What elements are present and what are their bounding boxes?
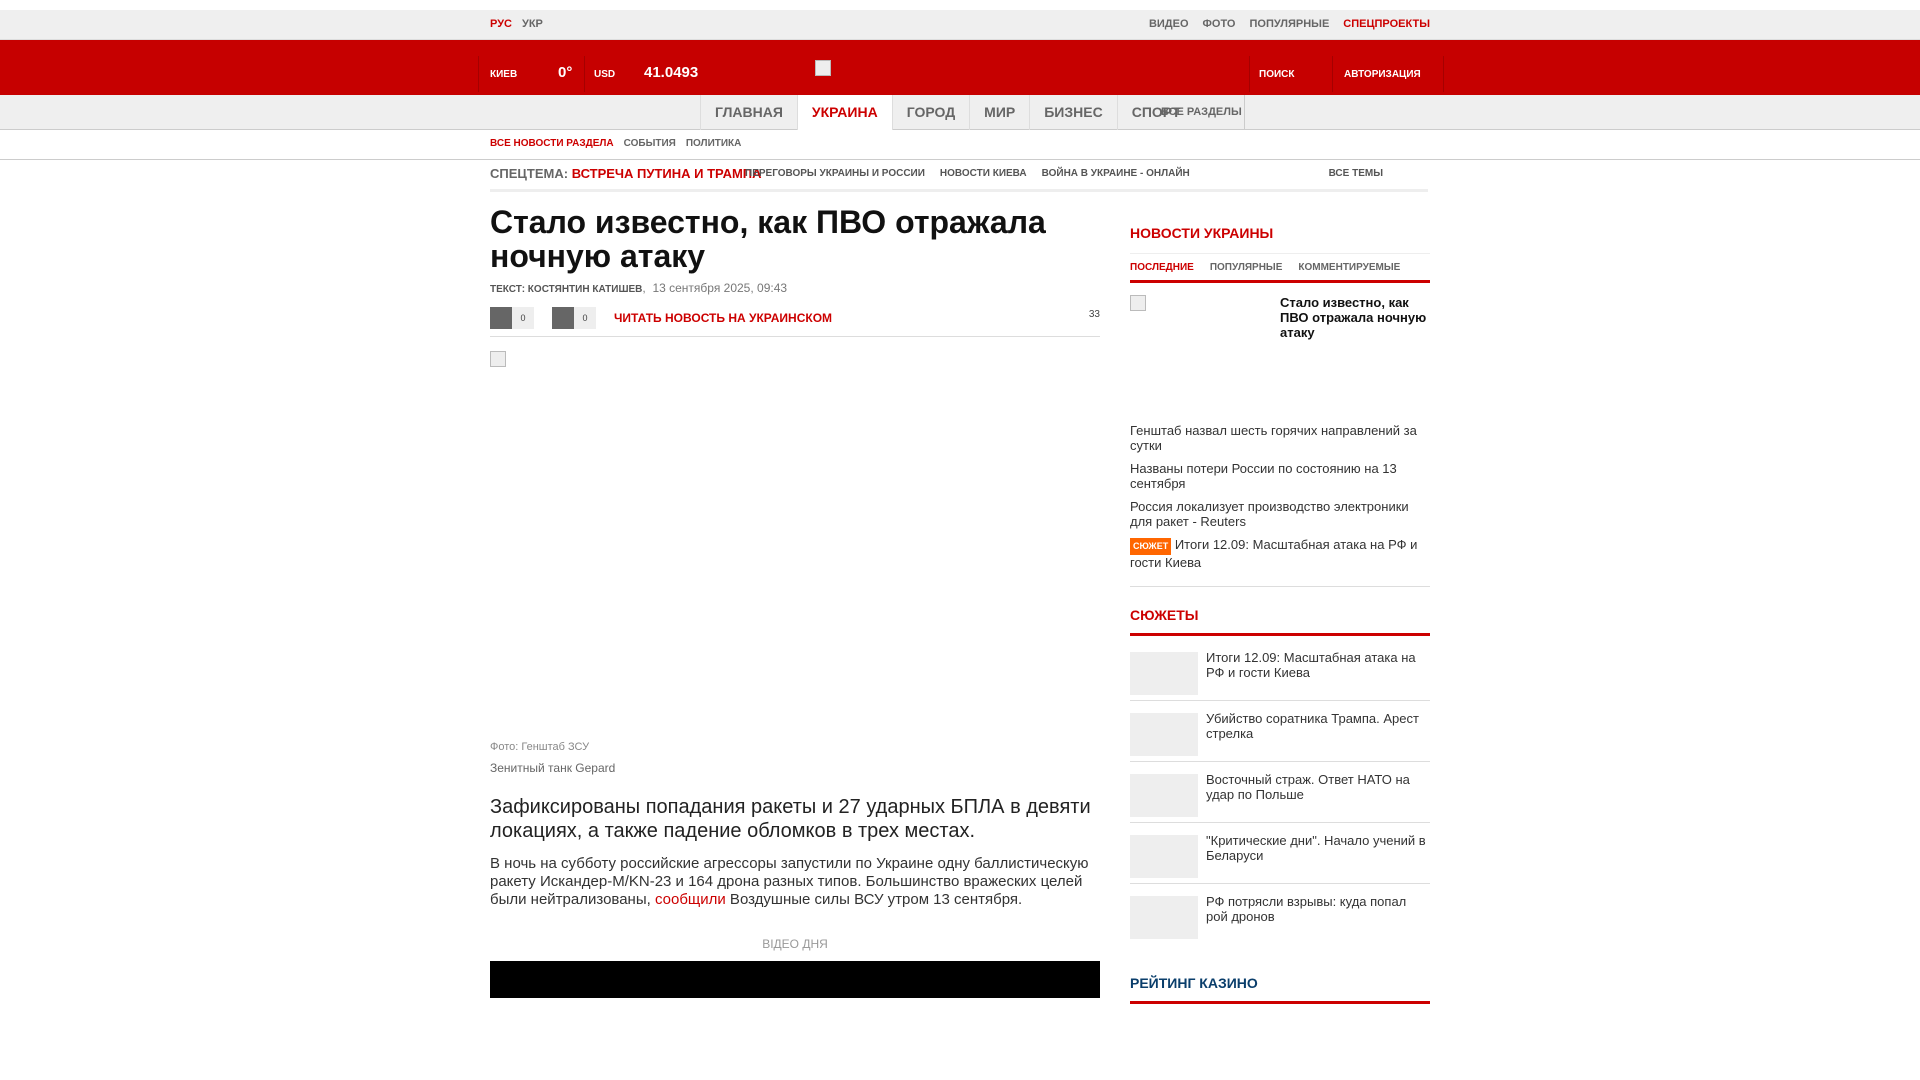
divider: [1443, 56, 1444, 92]
article-actions: [490, 307, 1100, 337]
video-label: ВІДЕО ДНЯ: [762, 937, 828, 951]
photo-link[interactable]: ФОТО: [1202, 18, 1236, 30]
sidebar-tabs: [1130, 253, 1430, 283]
main-nav: [0, 95, 1920, 130]
stories-list: [1130, 640, 1430, 945]
story-item[interactable]: [1130, 823, 1430, 884]
article-body: [490, 855, 1100, 909]
read-in-ukrainian-link[interactable]: ЧИТАТЬ НОВОСТЬ НА УКРАИНСКОМ: [614, 311, 833, 325]
facebook-icon: [490, 307, 512, 329]
news-item-title[interactable]: Итоги 12.09: Масштабная атака на РФ и гости Киева: [1130, 537, 1418, 570]
body-text: Воздушные силы ВСУ утром 13 сентября.: [725, 891, 1023, 908]
special-topic: [490, 166, 762, 181]
stories-title[interactable]: СЮЖЕТЫ: [1130, 607, 1430, 636]
divider: [1249, 56, 1250, 92]
divider: [478, 56, 479, 92]
popular-link[interactable]: ПОПУЛЯРНЫЕ: [1249, 18, 1330, 30]
sidebar-title[interactable]: НОВОСТИ УКРАИНЫ: [1130, 225, 1274, 241]
lang-ua-link[interactable]: УКР: [522, 18, 543, 30]
share-twitter[interactable]: [552, 307, 596, 329]
divider: [1244, 95, 1245, 130]
story-title[interactable]: Восточный страж. Ответ НАТО на удар по Польше: [1206, 772, 1410, 802]
nav-item-sport[interactable]: СПОРТ: [1117, 95, 1195, 130]
photo-caption: Зенитный танк Gepard: [490, 761, 616, 775]
nav-item-business[interactable]: БИЗНЕС: [1029, 95, 1116, 130]
all-topics-link[interactable]: ВСЕ ТЕМЫ: [1328, 168, 1383, 179]
image-placeholder-icon: [1130, 295, 1146, 311]
divider: [584, 56, 585, 92]
article-photo: [490, 351, 1100, 753]
currency-label: USD: [594, 69, 616, 80]
story-item[interactable]: [1130, 884, 1430, 945]
share-count: 0: [574, 307, 596, 329]
divider: [1130, 586, 1430, 587]
publish-date: 13 сентября 2025, 09:43: [652, 281, 788, 295]
currency-rate: 41.0493: [644, 64, 699, 81]
news-item[interactable]: [1130, 537, 1430, 570]
story-item[interactable]: [1130, 762, 1430, 823]
city-label: КИЕВ: [490, 69, 518, 80]
nav-item-city[interactable]: ГОРОД: [892, 95, 969, 130]
story-item[interactable]: [1130, 701, 1430, 762]
story-thumbnail: [1130, 774, 1198, 817]
article: [490, 205, 1100, 998]
views-count: 33: [1088, 309, 1100, 320]
story-thumbnail: [1130, 652, 1198, 695]
body-text: В ночь на субботу российские агрессоры запустили по Украине одну баллистическую ракету Искандер-М/KN-23 и 164 дрона разных типов. Большинство вражеских целей были нейтрализованы,: [490, 855, 1089, 908]
video-link[interactable]: ВИДЕО: [1148, 18, 1189, 30]
article-title: Стало известно, как ПВО отражала ночную атаку: [490, 204, 1046, 274]
subnav-politics[interactable]: ПОЛИТИКА: [685, 138, 742, 149]
image-placeholder-icon: [490, 351, 506, 367]
nav-item-main[interactable]: ГЛАВНАЯ: [700, 95, 797, 130]
special-topic-link[interactable]: ВСТРЕЧА ПУТИНА И ТРАМПА: [571, 166, 762, 181]
video-player[interactable]: [490, 961, 1100, 998]
nav-item-ukraine[interactable]: УКРАИНА: [797, 95, 892, 130]
twitter-icon: [552, 307, 574, 329]
header: [0, 40, 1920, 95]
special-projects-link[interactable]: СПЕЦПРОЕКТЫ: [1343, 18, 1430, 30]
special-topic-label: СПЕЦТЕМА:: [490, 166, 569, 181]
tab-commented[interactable]: КОММЕНТИРУЕМЫЕ: [1298, 262, 1401, 273]
author[interactable]: ТЕКСТ: КОСТЯНТИН КАТИШЕВ: [490, 284, 643, 295]
byline: ТЕКСТ: КОСТЯНТИН КАТИШЕВ, 13 сентября 2025, 09:43: [490, 281, 788, 295]
story-thumbnail: [1130, 896, 1198, 939]
news-item[interactable]: Россия локализует производство электроники для ракет - Reuters: [1130, 499, 1409, 529]
top-news-title[interactable]: Стало известно, как ПВО отражала ночную атаку: [1280, 295, 1427, 340]
photo-credit: Фото: Генштаб ЗСУ: [490, 741, 590, 753]
search-button[interactable]: ПОИСК: [1259, 69, 1295, 80]
site-logo[interactable]: [815, 60, 831, 76]
topic-link[interactable]: НОВОСТИ КИЕВА: [939, 168, 1027, 179]
nav-item-world[interactable]: МИР: [969, 95, 1029, 130]
news-item[interactable]: Названы потери России по состоянию на 13 сентября: [1130, 461, 1397, 491]
topic-link[interactable]: ПЕРЕГОВОРЫ УКРАИНЫ И РОССИИ: [745, 168, 925, 179]
login-button[interactable]: АВТОРИЗАЦИЯ: [1344, 69, 1421, 80]
divider: [1332, 56, 1333, 92]
casino-rating-title[interactable]: РЕЙТИНГ КАЗИНО: [1130, 975, 1430, 1004]
story-item[interactable]: [1130, 640, 1430, 701]
story-title[interactable]: Итоги 12.09: Масштабная атака на РФ и гости Киева: [1206, 650, 1416, 680]
topic-link[interactable]: ВОЙНА В УКРАИНЕ - ОНЛАЙН: [1041, 168, 1190, 179]
article-lead: Зафиксированы попадания ракеты и 27 ударных БПЛА в девяти локациях, а также падение обломков в трех местах.: [490, 796, 1091, 842]
story-title[interactable]: "Критические дни". Начало учений в Беларуси: [1206, 833, 1426, 863]
top-bar: [0, 10, 1920, 40]
source-link[interactable]: сообщили: [654, 891, 726, 908]
sidebar-top-news[interactable]: [1130, 295, 1430, 415]
top-links: [1149, 18, 1430, 30]
sidebar: [1130, 225, 1430, 1004]
all-sections-link[interactable]: ВСЕ РАЗДЕЛЫ: [1161, 106, 1242, 118]
special-topics-bar: [490, 162, 1428, 192]
share-facebook[interactable]: [490, 307, 534, 329]
story-thumbnail: [1130, 713, 1198, 756]
share-count: 0: [512, 307, 534, 329]
story-title[interactable]: РФ потрясли взрывы: куда попал рой дронов: [1206, 894, 1407, 924]
tab-latest[interactable]: ПОСЛЕДНИЕ: [1130, 262, 1194, 273]
sub-nav: [0, 130, 1920, 160]
news-item[interactable]: Генштаб назвал шесть горячих направлений за сутки: [1130, 423, 1417, 453]
story-badge: СЮЖЕТ: [1130, 538, 1171, 555]
story-thumbnail: [1130, 835, 1198, 878]
tab-popular[interactable]: ПОПУЛЯРНЫЕ: [1209, 262, 1283, 273]
story-title[interactable]: Убийство соратника Трампа. Арест стрелка: [1206, 711, 1419, 741]
subnav-all-news[interactable]: ВСЕ НОВОСТИ РАЗДЕЛА: [490, 138, 614, 149]
lang-ru-link[interactable]: РУС: [490, 18, 512, 30]
temperature: 0°: [558, 64, 573, 81]
subnav-events[interactable]: СОБЫТИЯ: [623, 138, 676, 149]
